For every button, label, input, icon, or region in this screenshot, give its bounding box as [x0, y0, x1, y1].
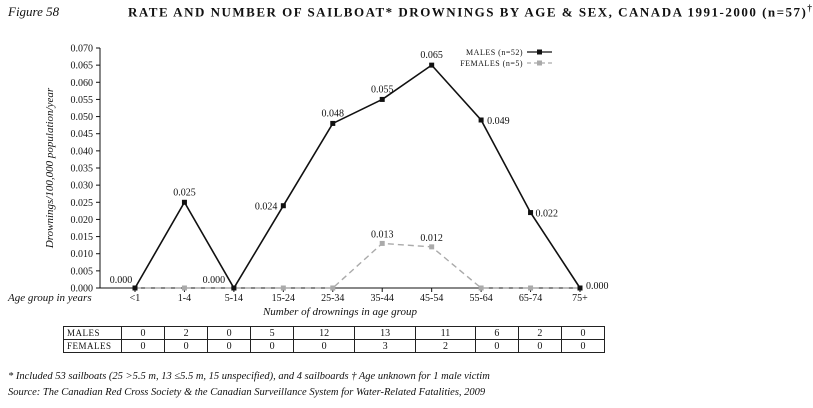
table-cell: 0 — [165, 340, 208, 353]
table-cell: 6 — [475, 327, 518, 340]
table-cell: 0 — [518, 340, 561, 353]
chart-legend — [460, 48, 552, 68]
table-cell: 5 — [251, 327, 294, 340]
table-cell: 11 — [416, 327, 476, 340]
table-cell: 0 — [122, 340, 165, 353]
table-cell: 2 — [165, 327, 208, 340]
table-row-females — [64, 340, 605, 353]
females-data-point — [528, 286, 533, 291]
males-data-label: 0.022 — [535, 208, 559, 220]
males-data-label: 0.024 — [254, 201, 278, 213]
males-data-point — [330, 121, 335, 126]
y-axis-title: Drownings/100,000 population/year — [44, 87, 56, 249]
figure-label: Figure 58 — [8, 4, 60, 19]
table-row-header: MALES — [64, 327, 122, 340]
y-tick-label: 0.010 — [70, 249, 93, 261]
legend-label: MALES (n=52) — [466, 48, 523, 57]
footnote-source: Source: The Canadian Red Cross Society & the Canadian Surveillance System for Water-Related Fatalities, 2009 — [8, 387, 486, 398]
males-data-point — [133, 286, 138, 291]
table-cell: 2 — [416, 340, 476, 353]
zero-data-label: 0.000 — [202, 275, 226, 286]
table-row-males — [64, 327, 605, 340]
males-data-point — [281, 203, 286, 208]
table-cell: 13 — [355, 327, 416, 340]
zero-data-label: 0.000 — [109, 275, 133, 286]
females-data-point — [281, 286, 286, 291]
series-layer — [133, 63, 583, 291]
table-cell: 0 — [122, 327, 165, 340]
females-data-label: 0.013 — [370, 229, 394, 241]
y-tick-label: 0.005 — [70, 266, 93, 278]
females-data-point — [380, 241, 385, 246]
x-tick-label: 5-14 — [224, 293, 244, 304]
females-data-point — [479, 286, 484, 291]
table-cell: 0 — [251, 340, 294, 353]
table-cell: 3 — [355, 340, 416, 353]
table-cell: 0 — [208, 340, 251, 353]
females-data-point — [330, 286, 335, 291]
title-footnote-mark: † — [807, 3, 813, 13]
chart-title-text: RATE AND NUMBER OF SAILBOAT* DROWNINGS BY AGE & SEX, CANADA 1991-2000 (n=57) — [128, 4, 808, 20]
table-cell: 0 — [294, 340, 355, 353]
x-tick-label: 35-44 — [370, 293, 394, 304]
males-data-point — [231, 286, 236, 291]
table-row-header: FEMALES — [64, 340, 122, 353]
x-tick-label: 1-4 — [177, 293, 192, 304]
y-tick-label: 0.040 — [70, 146, 93, 158]
table-cell: 0 — [561, 340, 604, 353]
females-data-label: 0.012 — [420, 232, 443, 244]
x-axis-caption: Age group in years — [8, 292, 92, 304]
y-tick-label: 0.055 — [70, 94, 93, 106]
y-tick-label: 0.050 — [70, 112, 93, 124]
data-labels-layer — [110, 50, 609, 292]
females-data-point — [182, 286, 187, 291]
x-tick-label: 15-24 — [271, 293, 296, 304]
males-data-label: 0.055 — [370, 84, 394, 96]
legend-marker — [537, 61, 542, 66]
y-tick-label: 0.000 — [70, 283, 93, 295]
males-data-label: 0.065 — [420, 50, 443, 62]
y-tick-label: 0.045 — [70, 129, 93, 141]
males-data-label: 0.049 — [487, 116, 510, 127]
y-tick-label: 0.025 — [70, 197, 93, 209]
y-tick-label: 0.060 — [70, 77, 93, 89]
males-data-point — [528, 210, 533, 215]
males-data-point — [380, 97, 385, 102]
males-data-label: 0.048 — [321, 108, 345, 120]
table-cell: 2 — [518, 327, 561, 340]
y-tick-label: 0.015 — [70, 232, 93, 244]
x-tick-label: 75+ — [572, 293, 588, 304]
table-cell: 0 — [475, 340, 518, 353]
males-data-label: 0.025 — [173, 187, 196, 199]
x-tick-label: <1 — [129, 293, 141, 304]
x-axis-title: Number of drownings in age group — [262, 306, 418, 318]
x-tick-label: 55-64 — [469, 293, 493, 304]
y-tick-label: 0.065 — [70, 60, 93, 72]
y-tick-label: 0.030 — [70, 180, 93, 192]
table-cell: 0 — [208, 327, 251, 340]
males-series-line — [135, 65, 580, 288]
y-tick-label: 0.070 — [70, 43, 93, 55]
zero-data-label: 0.000 — [586, 281, 609, 292]
table-cell: 12 — [294, 327, 355, 340]
x-tick-label: 45-54 — [419, 293, 444, 304]
counts-table — [63, 326, 605, 353]
y-tick-label: 0.035 — [70, 163, 93, 175]
y-tick-label: 0.020 — [70, 214, 93, 226]
females-data-point — [429, 244, 434, 249]
x-tick-label: 65-74 — [518, 293, 543, 304]
males-data-point — [182, 200, 187, 205]
table-cell: 0 — [561, 327, 604, 340]
footnote-definitions: * Included 53 sailboats (25 >5.5 m, 13 ≤5.5 m, 15 unspecified), and 4 sailboards † Age unknown for 1 male victim — [8, 371, 490, 382]
legend-marker — [537, 50, 542, 55]
males-data-point — [429, 63, 434, 68]
legend-label: FEMALES (n=5) — [460, 59, 523, 68]
males-data-point — [479, 118, 484, 123]
x-tick-label: 25-34 — [321, 293, 345, 304]
males-data-point — [578, 286, 583, 291]
